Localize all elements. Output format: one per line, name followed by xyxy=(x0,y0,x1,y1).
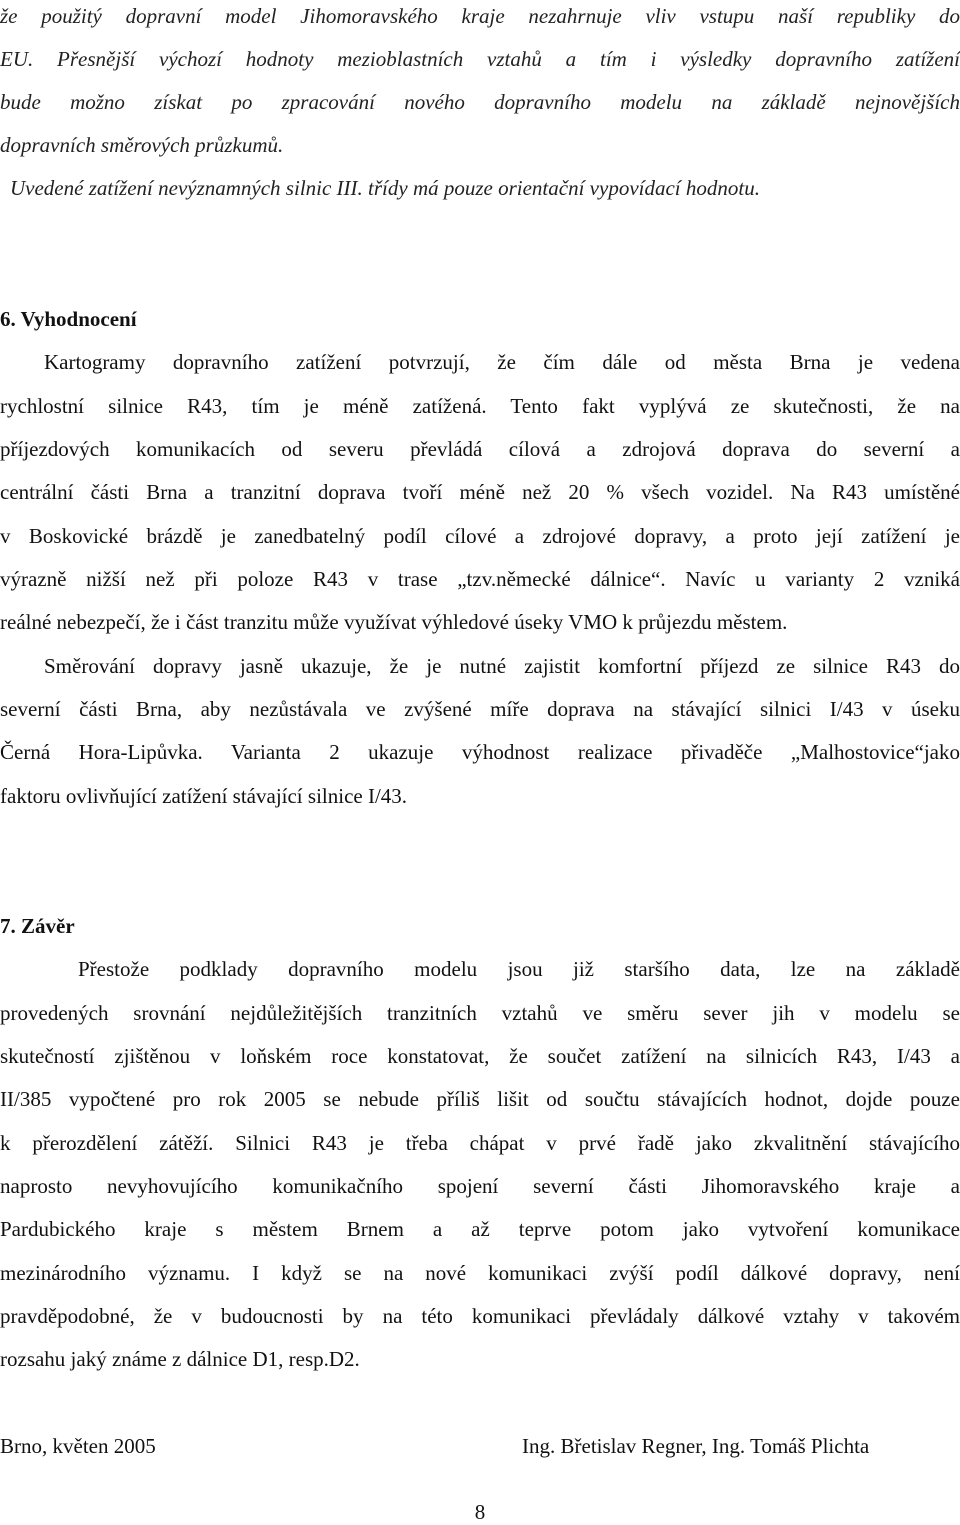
section-7-line: k přerozdělení zátěží. Silnici R43 je třeba chápat v prvé řadě jako zkvalitnění stávajícího xyxy=(0,1131,960,1155)
section-6-line: Kartogramy dopravního zatížení potvrzují, že čím dále od města Brna je vedena xyxy=(44,350,960,374)
section-7-line: naprosto nevyhovujícího komunikačního spojení severní části Jihomoravského kraje a xyxy=(0,1174,960,1198)
section-7-line: provedených srovnání nejdůležitějších tranzitních vztahů ve směru sever jih v modelu se xyxy=(0,1001,960,1025)
section-6-line: Černá Hora-Lipůvka. Varianta 2 ukazuje výhodnost realizace přivaděče „Malhostovice“jako xyxy=(0,740,960,764)
intro-line-3: bude možno získat po zpracování nového dopravního modelu na základě nejnovějších xyxy=(0,90,960,114)
section-7-line: II/385 vypočtené pro rok 2005 se nebude příliš lišit od součtu stávajících hodnot, dojde pouze xyxy=(0,1087,960,1111)
page-number: 8 xyxy=(474,1500,486,1524)
section-7-line: pravděpodobné, že v budoucnosti by na této komunikaci převládaly dálkové vztahy v takovém xyxy=(0,1304,960,1328)
section-6-line: faktoru ovlivňující zatížení stávající silnice I/43. xyxy=(0,784,408,808)
section-7-line: Pardubického kraje s městem Brnem a až teprve potom jako vytvoření komunikace xyxy=(0,1217,960,1241)
section-6-line: severní části Brna, aby nezůstávala ve zvýšené míře doprava na stávající silnici I/43 v úseku xyxy=(0,697,960,721)
section-7-heading: 7. Závěr xyxy=(0,914,75,938)
intro-note-line: Uvedené zatížení nevýznamných silnic III. třídy má pouze orientační vypovídací hodnotu. xyxy=(10,176,760,200)
intro-line-1: že použitý dopravní model Jihomoravského kraje nezahrnuje vliv vstupu naší republiky do xyxy=(0,4,960,28)
section-6-line: Směrování dopravy jasně ukazuje, že je nutné zajistit komfortní příjezd ze silnice R43 do xyxy=(44,654,960,678)
intro-line-4: dopravních směrových průzkumů. xyxy=(0,133,284,157)
section-7-line: Přestože podklady dopravního modelu jsou již staršího data, lze na základě xyxy=(78,957,960,981)
section-7-line: skutečností zjištěnou v loňském roce konstatovat, že součet zatížení na silnicích R43, I/43 a xyxy=(0,1044,960,1068)
section-6-line: výrazně nižší než při poloze R43 v trase „tzv.německé dálnice“. Navíc u varianty 2 vzniká xyxy=(0,567,960,591)
intro-line-2: EU. Přesnější výchozí hodnoty mezioblastních vztahů a tím i výsledky dopravního zatížení xyxy=(0,47,960,71)
section-6-line: v Boskovické brázdě je zanedbatelný podíl cílové a zdrojové dopravy, a proto její zatížení je xyxy=(0,524,960,548)
section-6-heading: 6. Vyhodnocení xyxy=(0,307,137,331)
place-date: Brno, květen 2005 xyxy=(0,1434,156,1458)
authors: Ing. Břetislav Regner, Ing. Tomáš Plichta xyxy=(522,1434,870,1458)
section-6-line: rychlostní silnice R43, tím je méně zatížená. Tento fakt vyplývá ze skutečnosti, že na xyxy=(0,394,960,418)
section-6-line: příjezdových komunikacích od severu převládá cílová a zdrojová doprava do severní a xyxy=(0,437,960,461)
section-7-line: rozsahu jaký známe z dálnice D1, resp.D2. xyxy=(0,1347,360,1371)
section-6-line: centrální části Brna a tranzitní doprava tvoří méně než 20 % všech vozidel. Na R43 umístěné xyxy=(0,480,960,504)
section-7-line: mezinárodního významu. I když se na nové komunikaci zvýší podíl dálkové dopravy, není xyxy=(0,1261,960,1285)
section-6-line: reálné nebezpečí, že i část tranzitu může využívat výhledové úseky VMO k průjezdu městem. xyxy=(0,610,788,634)
